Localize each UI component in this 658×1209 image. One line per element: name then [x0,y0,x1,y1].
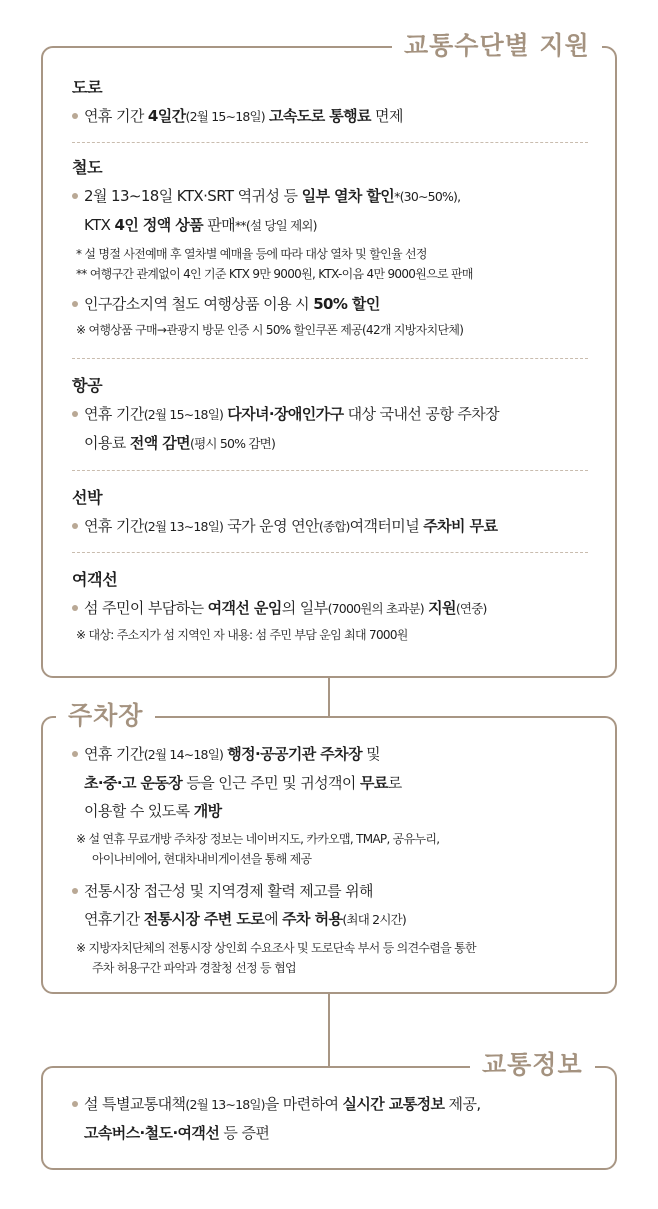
traffic-info-heading: 교통정보 [470,1049,595,1081]
road-title: 도로 [72,78,103,97]
section-divider [72,358,588,359]
parking-item-2: 전통시장 접근성 및 지역경제 활력 제고를 위해 연휴기간 전통시장 주변 도로에 주차 허용(최대 2시간) [72,877,592,934]
bullet-icon [72,751,78,757]
bullet-icon [72,301,78,307]
rail-note-2: ** 여행구간 관계없이 4인 기준 KTX 9만 9000원, KTX-이음 4만 9000원으로 판매 [76,267,473,281]
traffic-item: 설 특별교통대책(2월 13∼18일)을 마련하여 실시간 교통정보 제공, 고속버스·철도·여객선 등 증편 [72,1090,592,1147]
transport-support-heading: 교통수단별 지원 [392,30,602,62]
bullet-icon [72,411,78,417]
rail-title: 철도 [72,158,103,177]
connector-line [328,678,330,716]
ship-section [72,486,592,541]
ferry-section [72,568,592,645]
traffic-section [72,1090,592,1147]
parking-section [72,740,592,978]
rail-item-2: 인구감소지역 철도 여행상품 이용 시 50% 할인 [72,290,592,318]
ferry-title: 여객선 [72,570,118,589]
rail-item-1: 2월 13∼18일 KTX·SRT 역귀성 등 일부 열차 할인*(30∼50%), KTX 4인 정액 상품 판매**(설 당일 제외) [72,182,592,240]
section-divider [72,552,588,553]
ship-item: 연휴 기간(2월 13∼18일) 국가 운영 연안(종합)여객터미널 주차비 무료 [72,512,592,541]
bullet-icon [72,523,78,529]
section-divider [72,142,588,143]
rail-section [72,156,592,340]
air-section [72,374,592,458]
bullet-icon [72,605,78,611]
ferry-note: ※ 대상: 주소지가 섬 지역인 자 내용: 섬 주민 부담 운임 최대 7000원 [76,628,408,642]
bullet-icon [72,193,78,199]
bullet-icon [72,888,78,894]
ship-title: 선박 [72,488,103,507]
parking-item-1: 연휴 기간(2월 14∼18일) 행정·공공기관 주차장 및 초·중·고 운동장 등을 인근 주민 및 귀성객이 무료로 이용할 수 있도록 개방 [72,740,592,825]
road-item: 연휴 기간 4일간(2월 15∼18일) 고속도로 통행료 면제 [72,102,592,131]
rail-note-1: * 설 명절 사전예매 후 열차별 예매율 등에 따라 대상 열차 및 할인율 선정 [76,247,427,261]
bullet-icon [72,1101,78,1107]
parking-note-1: ※ 설 연휴 무료개방 주차장 정보는 네이버지도, 카카오맵, TMAP, 공유누리, 아이나비에어, 현대차내비게이션을 통해 제공 [76,832,440,866]
parking-heading: 주차장 [56,700,155,732]
ferry-item: 섬 주민이 부담하는 여객선 운임의 일부(7000원의 초과분) 지원(연중) [72,594,592,623]
air-item: 연휴 기간(2월 15∼18일) 다자녀·장애인가구 대상 국내선 공항 주차장 이용료 전액 감면(평시 50% 감면) [72,400,592,458]
connector-line [328,994,330,1066]
bullet-icon [72,113,78,119]
rail-note-3: ※ 여행상품 구매→관광지 방문 인증 시 50% 할인쿠폰 제공(42개 지방자치단체) [76,323,464,337]
air-title: 항공 [72,376,103,395]
section-divider [72,470,588,471]
road-section [72,76,592,131]
parking-note-2: ※ 지방자치단체의 전통시장 상인회 수요조사 및 도로단속 부서 등 의견수렴을 통한 주차 허용구간 파악과 경찰청 선정 등 협업 [76,941,476,975]
